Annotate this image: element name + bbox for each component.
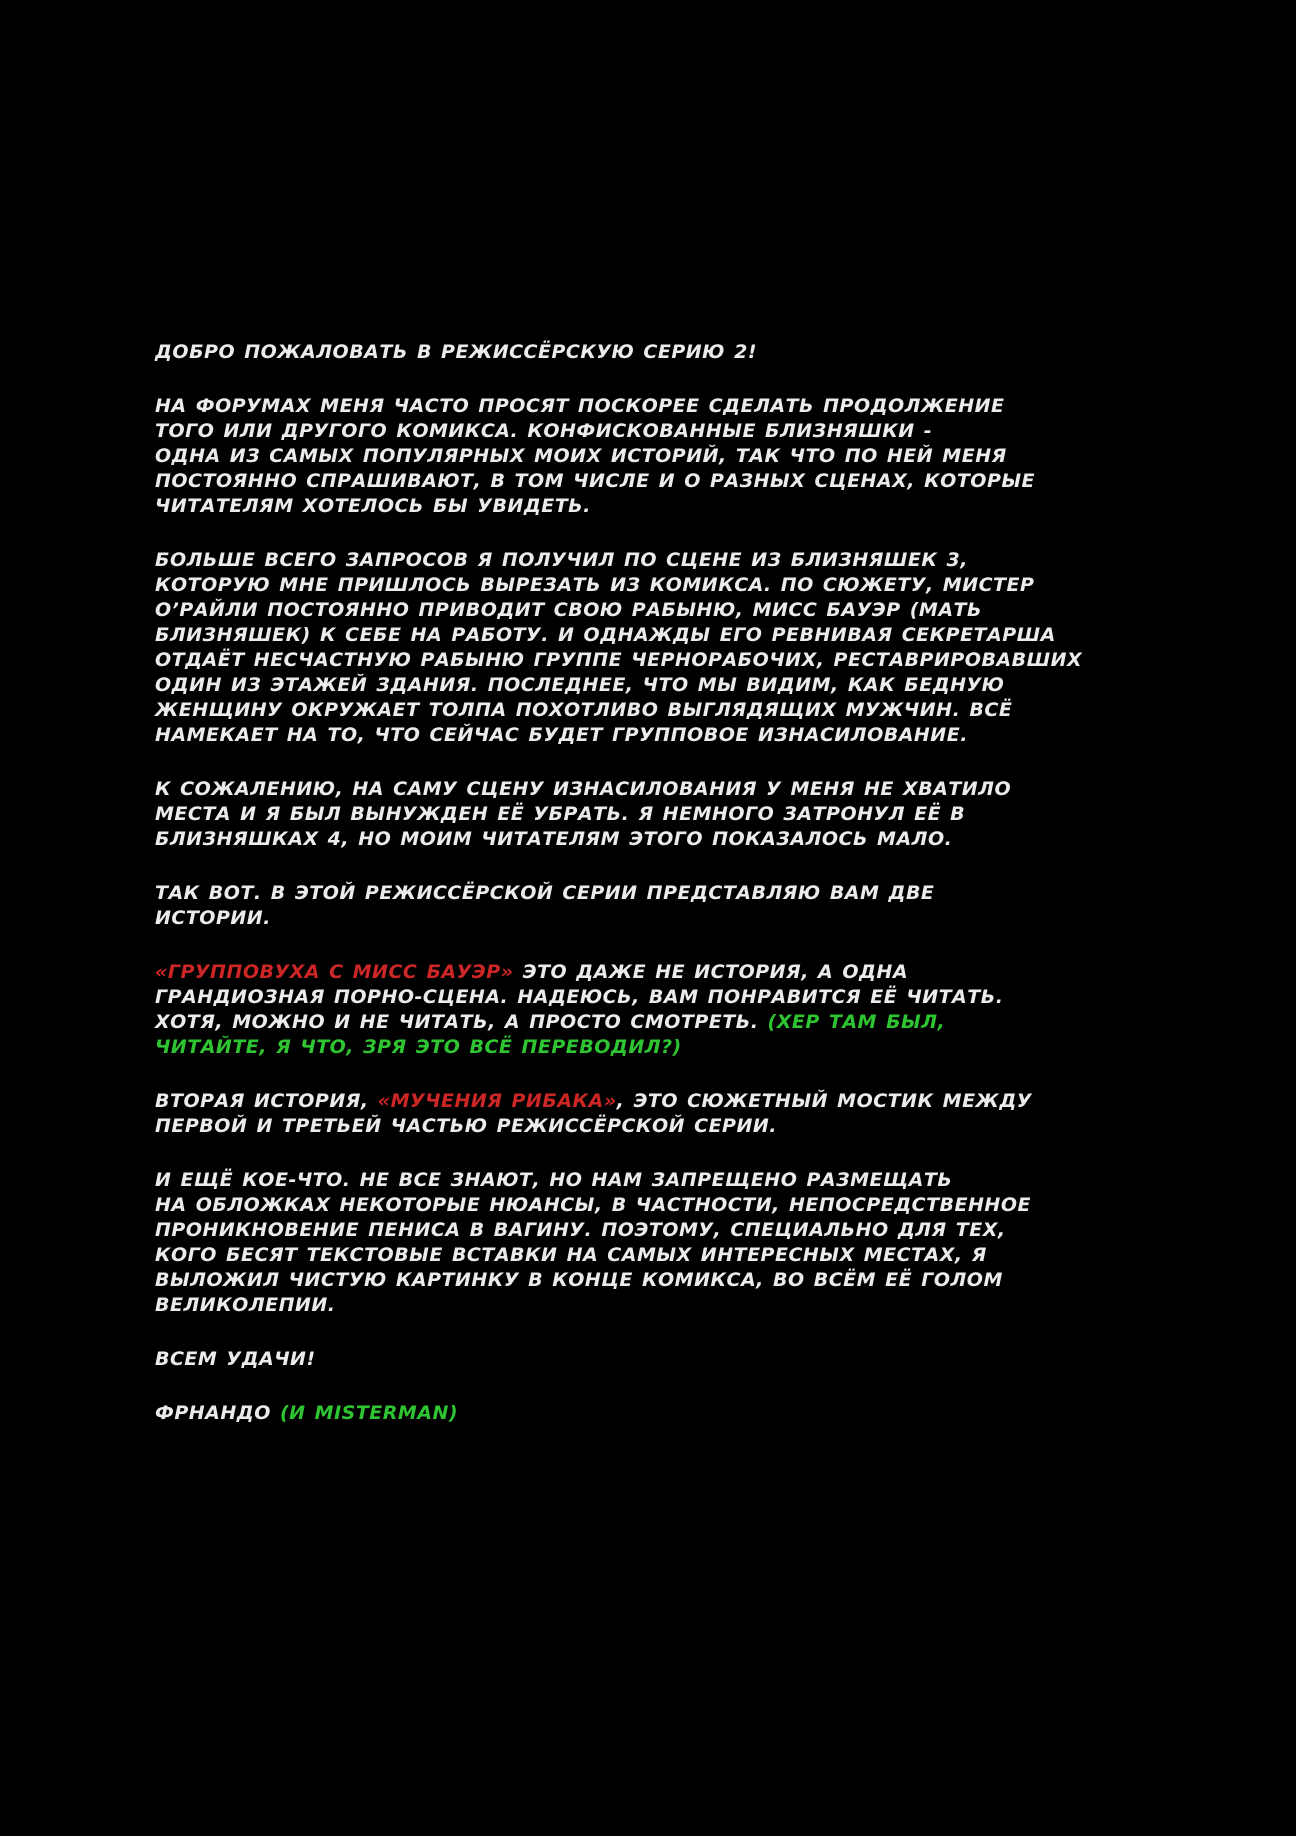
text-segment-white: ТАК ВОТ. В ЭТОЙ РЕЖИССЁРСКОЙ СЕРИИ ПРЕДСТАВЛЯЮ ВАМ ДВЕ	[155, 882, 935, 904]
paragraph-1	[155, 394, 1082, 519]
text-segment-white: ФРНАНДО	[155, 1402, 280, 1424]
text-segment-white: ОТДАЁТ НЕСЧАСТНУЮ РАБЫНЮ ГРУППЕ ЧЕРНОРАБОЧИХ, РЕСТАВРИРОВАВШИХ	[155, 649, 1083, 671]
text-segment-white: К СОЖАЛЕНИЮ, НА САМУ СЦЕНУ ИЗНАСИЛОВАНИЯ У МЕНЯ НЕ ХВАТИЛО	[155, 778, 1012, 800]
text-segment-white: ГРАНДИОЗНАЯ ПОРНО-СЦЕНА. НАДЕЮСЬ, ВАМ ПОНРАВИТСЯ ЕЁ ЧИТАТЬ.	[155, 986, 1004, 1008]
text-segment-white: ПЕРВОЙ И ТРЕТЬЕЙ ЧАСТЬЮ РЕЖИССЁРСКОЙ СЕРИИ.	[155, 1115, 778, 1137]
paragraph-7	[155, 1168, 1082, 1318]
text-segment-white: КОГО БЕСЯТ ТЕКСТОВЫЕ ВСТАВКИ НА САМЫХ ИНТЕРЕСНЫХ МЕСТАХ, Я	[155, 1244, 987, 1266]
text-segment-white: ВТОРАЯ ИСТОРИЯ,	[155, 1090, 378, 1112]
text-segment-green: ЧИТАЙТЕ, Я ЧТО, ЗРЯ ЭТО ВСЁ ПЕРЕВОДИЛ?)	[155, 1036, 682, 1058]
paragraph-3	[155, 777, 1082, 852]
text-segment-white: НА ФОРУМАХ МЕНЯ ЧАСТО ПРОСЯТ ПОСКОРЕЕ СДЕЛАТЬ ПРОДОЛЖЕНИЕ	[155, 395, 1005, 417]
text-segment-white: БЛИЗНЯШКАХ 4, НО МОИМ ЧИТАТЕЛЯМ ЭТОГО ПОКАЗАЛОСЬ МАЛО.	[155, 828, 953, 850]
text-segment-red: «ГРУППОВУХА С МИСС БАУЭР»	[155, 961, 514, 983]
text-segment-white: БОЛЬШЕ ВСЕГО ЗАПРОСОВ Я ПОЛУЧИЛ ПО СЦЕНЕ ИЗ БЛИЗНЯШЕК 3,	[155, 549, 968, 571]
text-segment-white: ВСЕМ УДАЧИ!	[155, 1348, 316, 1370]
text-segment-white: КОТОРУЮ МНЕ ПРИШЛОСЬ ВЫРЕЗАТЬ ИЗ КОМИКСА. ПО СЮЖЕТУ, МИСТЕР	[155, 574, 1035, 596]
paragraph-4	[155, 881, 1082, 931]
text-segment-white: ЧИТАТЕЛЯМ ХОТЕЛОСЬ БЫ УВИДЕТЬ.	[155, 495, 591, 517]
page-title: ДОБРО ПОЖАЛОВАТЬ В РЕЖИССЁРСКУЮ СЕРИЮ 2!	[155, 341, 757, 363]
text-segment-white: ВЫЛОЖИЛ ЧИСТУЮ КАРТИНКУ В КОНЦЕ КОМИКСА, ВО ВСЁМ ЕЁ ГОЛОМ	[155, 1269, 1003, 1291]
note-text-block	[155, 340, 1082, 1455]
paragraph-6	[155, 1089, 1082, 1139]
text-segment-white: МЕСТА И Я БЫЛ ВЫНУЖДЕН ЕЁ УБРАТЬ. Я НЕМНОГО ЗАТРОНУЛ ЕЁ В	[155, 803, 966, 825]
text-segment-white: ИСТОРИИ.	[155, 907, 271, 929]
text-segment-white: , ЭТО СЮЖЕТНЫЙ МОСТИК МЕЖДУ	[616, 1090, 1032, 1112]
text-segment-white: ОДНА ИЗ САМЫХ ПОПУЛЯРНЫХ МОИХ ИСТОРИЙ, ТАК ЧТО ПО НЕЙ МЕНЯ	[155, 445, 1007, 467]
text-segment-green: (ХЕР ТАМ БЫЛ,	[767, 1011, 946, 1033]
paragraph-2	[155, 548, 1082, 748]
text-segment-green: (И MISTERMAN)	[279, 1402, 459, 1424]
text-segment-white: ЖЕНЩИНУ ОКРУЖАЕТ ТОЛПА ПОХОТЛИВО ВЫГЛЯДЯЩИХ МУЖЧИН. ВСЁ	[155, 699, 1013, 721]
text-segment-white: ПОСТОЯННО СПРАШИВАЮТ, В ТОМ ЧИСЛЕ И О РАЗНЫХ СЦЕНАХ, КОТОРЫЕ	[155, 470, 1036, 492]
text-segment-white: НА ОБЛОЖКАХ НЕКОТОРЫЕ НЮАНСЫ, В ЧАСТНОСТИ, НЕПОСРЕДСТВЕННОЕ	[155, 1194, 1031, 1216]
text-segment-red: «МУЧЕНИЯ РИБАКА»	[377, 1090, 617, 1112]
text-segment-white: И ЕЩЁ КОЕ-ЧТО. НЕ ВСЕ ЗНАЮТ, НО НАМ ЗАПРЕЩЕНО РАЗМЕЩАТЬ	[155, 1169, 953, 1191]
paragraph-9	[155, 1401, 1082, 1426]
text-segment-white: ПРОНИКНОВЕНИЕ ПЕНИСА В ВАГИНУ. ПОЭТОМУ, СПЕЦИАЛЬНО ДЛЯ ТЕХ,	[155, 1219, 1006, 1241]
paragraph-8	[155, 1347, 1082, 1372]
paragraphs	[155, 394, 1082, 1426]
text-segment-white: БЛИЗНЯШЕК) К СЕБЕ НА РАБОТУ. И ОДНАЖДЫ ЕГО РЕВНИВАЯ СЕКРЕТАРША	[155, 624, 1056, 646]
text-segment-white: НАМЕКАЕТ НА ТО, ЧТО СЕЙЧАС БУДЕТ ГРУППОВОЕ ИЗНАСИЛОВАНИЕ.	[155, 724, 968, 746]
text-segment-white: ЭТО ДАЖЕ НЕ ИСТОРИЯ, А ОДНА	[513, 961, 909, 983]
text-segment-white: ОДИН ИЗ ЭТАЖЕЙ ЗДАНИЯ. ПОСЛЕДНЕЕ, ЧТО МЫ ВИДИМ, КАК БЕДНУЮ	[155, 674, 1005, 696]
text-segment-white: ТОГО ИЛИ ДРУГОГО КОМИКСА. КОНФИСКОВАННЫЕ БЛИЗНЯШКИ -	[155, 420, 933, 442]
text-segment-white: ХОТЯ, МОЖНО И НЕ ЧИТАТЬ, А ПРОСТО СМОТРЕТЬ.	[155, 1011, 768, 1033]
paragraph-5	[155, 960, 1082, 1060]
text-segment-white: ВЕЛИКОЛЕПИИ.	[155, 1294, 336, 1316]
text-segment-white: О’РАЙЛИ ПОСТОЯННО ПРИВОДИТ СВОЮ РАБЫНЮ, МИСС БАУЭР (МАТЬ	[155, 599, 982, 621]
